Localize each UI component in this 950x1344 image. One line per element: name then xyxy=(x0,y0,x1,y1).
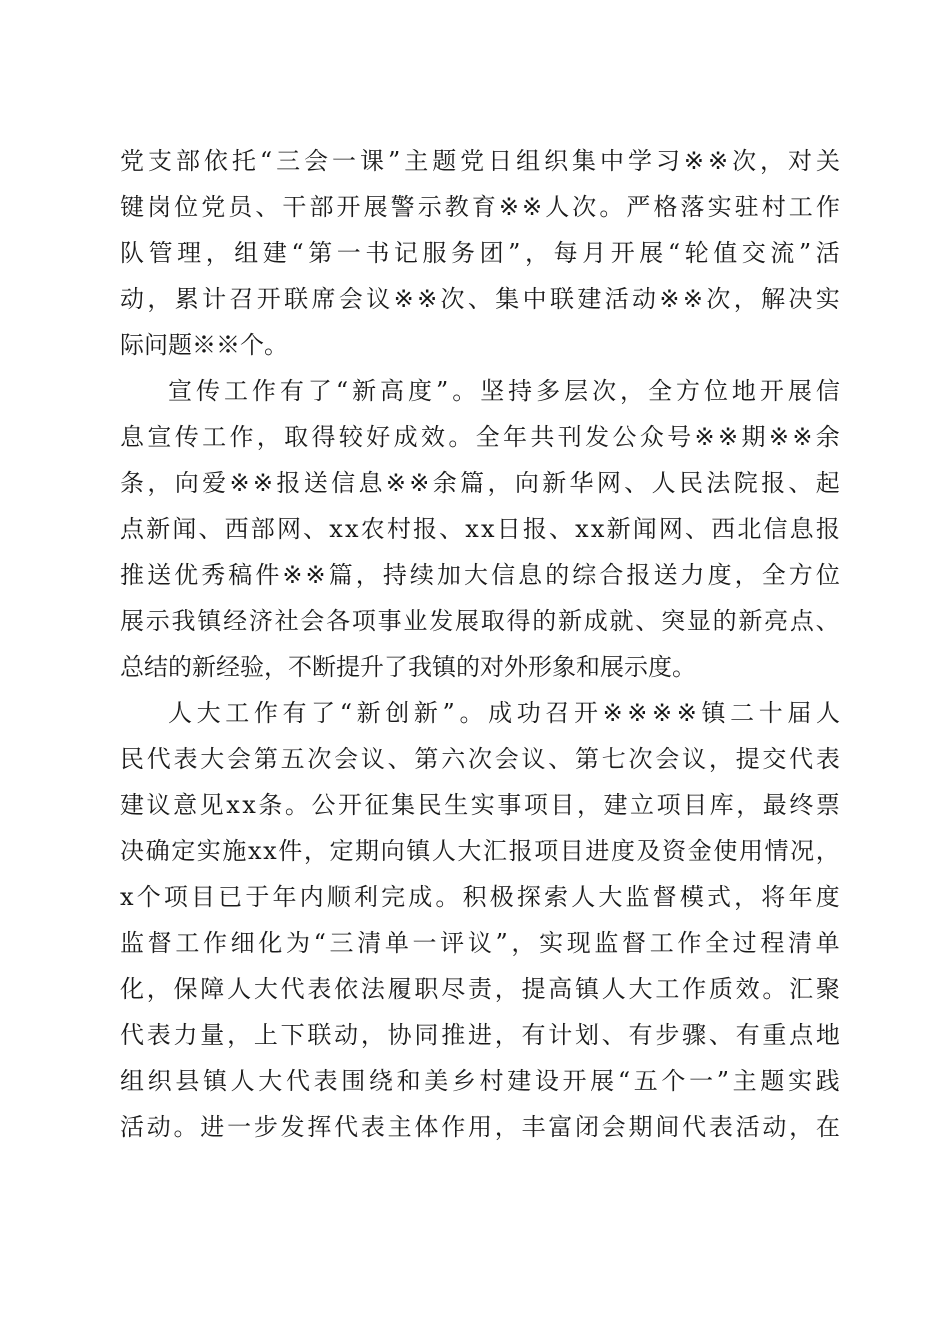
text-line: 条 ， 向 爱 ※ ※ 报 送 信 息 ※ ※ 余 篇 ， 向 新 华 网 、 人 民 法 院 报 、 起 xyxy=(120,469,840,497)
text-line: 民 代 表 大 会 第 五 次 会 议 、 第 六 次 会 议 、 第 七 次 会 议 ， 提 交 代 表 xyxy=(120,745,840,773)
text-line: 推 送 优 秀 稿 件 ※ ※ 篇 ， 持 续 加 大 信 息 的 综 合 报 送 力 度 ， 全 方 位 xyxy=(120,561,840,589)
text-line: 队 管 理 ， 组 建 “ 第 一 书 记 服 务 团 ” ， 每 月 开 展 “ 轮 值 交 流 ” 活 xyxy=(120,239,840,267)
text-line: 际问题※※个。 xyxy=(120,331,288,359)
text-line: 动 ， 累 计 召 开 联 席 会 议 ※ ※ 次 、 集 中 联 建 活 动 ※ ※ 次 ， 解 决 实 xyxy=(120,285,840,313)
paragraph-publicity-work xyxy=(120,368,840,690)
paragraph-npc-work xyxy=(120,690,840,1150)
text-line: 总结的新经验，不断提升了我镇的对外形象和展示度。 xyxy=(120,653,696,681)
text-line: 党 支 部 依 托 “ 三 会 一 课 ” 主 题 党 日 组 织 集 中 学 习 ※ ※ 次 ， 对 关 xyxy=(120,147,840,175)
document-body xyxy=(120,138,840,1150)
text-line: 息 宣 传 工 作 ， 取 得 较 好 成 效 。 全 年 共 刊 发 公 众 号 ※ ※ 期 ※ ※ 余 xyxy=(120,423,840,451)
text-line: 决 确 定 实 施 x x 件 ， 定 期 向 镇 人 大 汇 报 项 目 进 度 及 资 金 使 用 情 况 ， xyxy=(120,837,840,865)
text-line: 代 表 力 量 ， 上 下 联 动 ， 协 同 推 进 ， 有 计 划 、 有 步 骤 、 有 重 点 地 xyxy=(120,1021,840,1049)
text-line: 建 议 意 见 x x 条 。 公 开 征 集 民 生 实 事 项 目 ， 建 立 项 目 库 ， 最 终 票 xyxy=(120,791,840,819)
text-line: 化 ， 保 障 人 大 代 表 依 法 履 职 尽 责 ， 提 高 镇 人 大 工 作 质 效 。 汇 聚 xyxy=(120,975,840,1003)
text-line: 键 岗 位 党 员 、 干 部 开 展 警 示 教 育 ※ ※ 人 次 。 严 格 落 实 驻 村 工 作 xyxy=(120,193,840,221)
text-line: 点 新 闻 、 西 部 网 、 x x 农 村 报 、 x x 日 报 、 x x 新 闻 网 、 西 北 信 息 报 xyxy=(120,515,840,543)
text-line: x 个 项 目 已 于 年 内 顺 利 完 成 。 积 极 探 索 人 大 监 督 模 式 ， 将 年 度 xyxy=(120,883,840,911)
text-line: 组 织 县 镇 人 大 代 表 围 绕 和 美 乡 村 建 设 开 展 “ 五 个 一 ” 主 题 实 践 xyxy=(120,1067,840,1095)
text-line: 人 大 工 作 有 了 “ 新 创 新 ” 。 成 功 召 开 ※ ※ ※ ※ 镇 二 十 届 人 xyxy=(168,699,840,727)
text-line: 监 督 工 作 细 化 为 “ 三 清 单 一 评 议 ” ， 实 现 监 督 工 作 全 过 程 清 单 xyxy=(120,929,840,957)
text-line: 宣 传 工 作 有 了 “ 新 高 度 ” 。 坚 持 多 层 次 ， 全 方 位 地 开 展 信 xyxy=(168,377,840,405)
text-line: 展 示 我 镇 经 济 社 会 各 项 事 业 发 展 取 得 的 新 成 就 、 突 显 的 新 亮 点 、 xyxy=(120,607,840,635)
paragraph-party-study xyxy=(120,138,840,368)
text-line: 活 动 。 进 一 步 发 挥 代 表 主 体 作 用 ， 丰 富 闭 会 期 间 代 表 活 动 ， 在 xyxy=(120,1113,840,1141)
